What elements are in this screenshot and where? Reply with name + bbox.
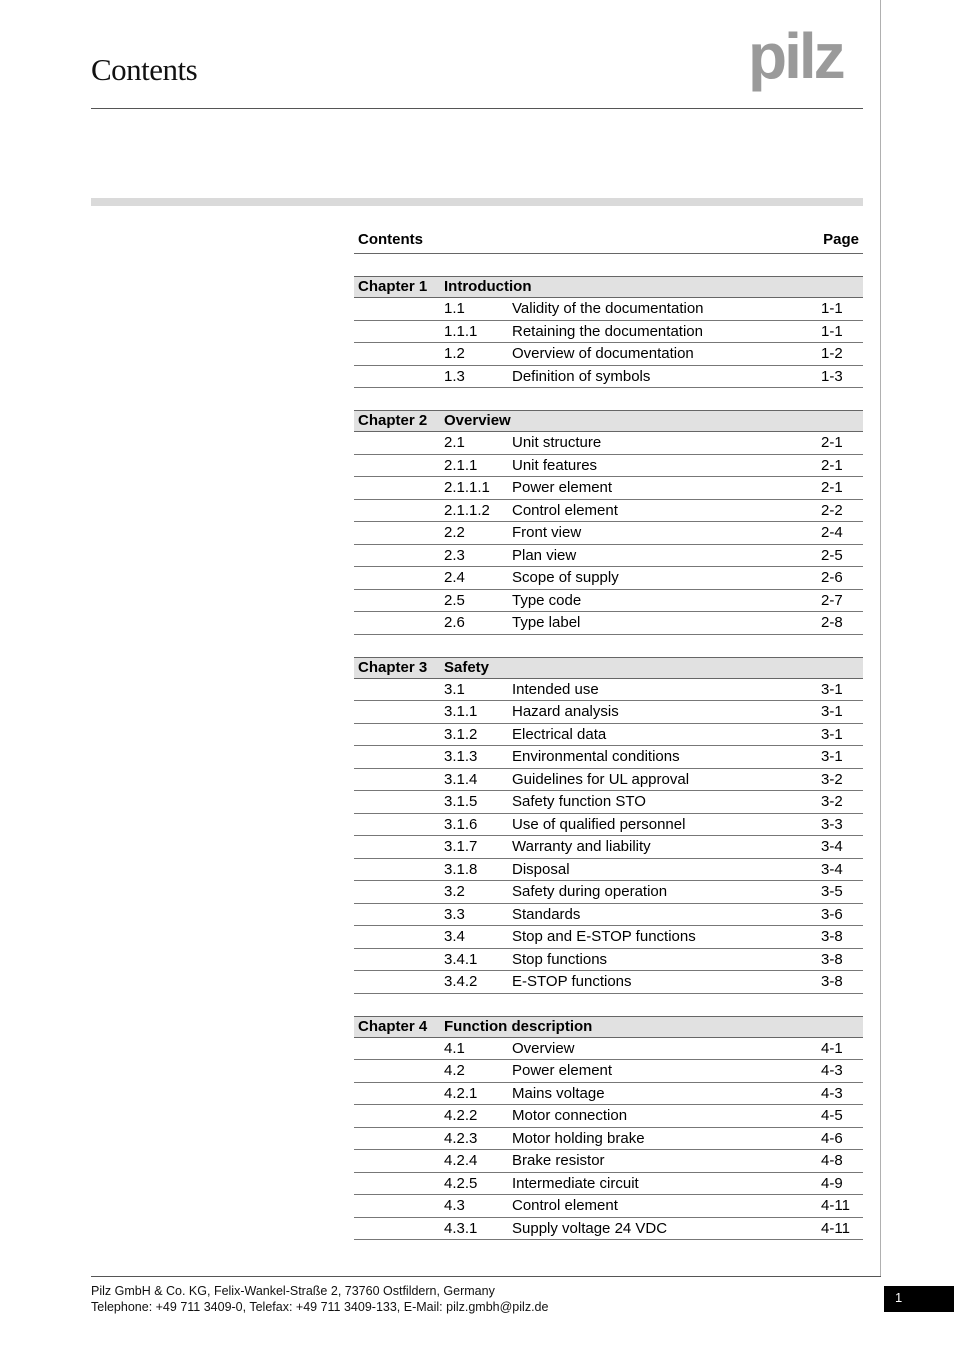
- entry-title: Intermediate circuit: [512, 1174, 639, 1192]
- entry-number: 3.4: [444, 928, 465, 945]
- entry-number: 3.1.7: [444, 838, 478, 855]
- toc-header: [354, 229, 863, 254]
- entry-number: 3.4.1: [444, 950, 478, 968]
- chapter-label: Chapter 1: [358, 278, 428, 295]
- entry-page: 3-2: [821, 793, 843, 810]
- entry-title: Standards: [512, 905, 581, 923]
- entry-title: Supply voltage 24 VDC: [512, 1219, 668, 1237]
- grey-band: [91, 198, 863, 206]
- entry-number: 3.2: [444, 883, 465, 900]
- entry-page: 4-9: [821, 1174, 843, 1192]
- entry-number: 2.1: [444, 434, 465, 451]
- entry-title: Scope of supply: [512, 569, 619, 586]
- entry-title: Type code: [512, 591, 582, 609]
- toc-chapter: [354, 410, 863, 635]
- footer-contact: Telephone: +49 711 3409-0, Telefax: +49 711 3409-133, E-Mail: pilz.gmbh@pilz.de: [91, 1300, 549, 1314]
- toc-chapter: [354, 1016, 863, 1241]
- toc-entry[interactable]: [354, 769, 863, 792]
- entry-number: 1.1: [444, 300, 465, 317]
- entry-title: Safety during operation: [512, 883, 668, 900]
- entry-page: 2-2: [821, 501, 843, 519]
- entry-page: 3-8: [821, 973, 843, 990]
- entry-title: Guidelines for UL approval: [512, 770, 690, 788]
- chapter-label: Chapter 3: [358, 658, 428, 676]
- entry-number: 3.4.2: [444, 973, 478, 990]
- entry-title: Validity of the documentation: [512, 300, 704, 317]
- entry-title: Control element: [512, 1197, 618, 1214]
- toc-entry[interactable]: [354, 477, 863, 500]
- entry-title: Stop and E-STOP functions: [512, 928, 696, 945]
- entry-number: 3.1.5: [444, 793, 478, 810]
- toc-entry[interactable]: [354, 500, 863, 523]
- entry-page: 1-2: [821, 345, 843, 362]
- toc-entry[interactable]: [354, 1218, 863, 1241]
- toc-entry[interactable]: [354, 455, 863, 478]
- entry-title: Warranty and liability: [512, 838, 651, 855]
- entry-title: Overview of documentation: [512, 345, 694, 362]
- entry-page: 3-1: [821, 748, 843, 765]
- entry-number: 3.1.2: [444, 725, 478, 743]
- svg-text:pilz: pilz: [748, 28, 843, 92]
- toc-chapter: [354, 657, 863, 994]
- entry-number: 2.1.1.2: [444, 501, 490, 519]
- chapter-title: Introduction: [444, 278, 532, 295]
- entry-title: Power element: [512, 479, 613, 496]
- toc-entry[interactable]: [354, 545, 863, 568]
- entry-page: 2-1: [821, 434, 843, 451]
- entry-page: 3-5: [821, 883, 843, 900]
- toc-entry[interactable]: [354, 1060, 863, 1083]
- entry-page: 2-8: [821, 614, 843, 631]
- entry-page: 2-5: [821, 546, 843, 564]
- toc-entry[interactable]: [354, 612, 863, 635]
- entry-title: Front view: [512, 524, 582, 541]
- toc-entry[interactable]: [354, 1150, 863, 1173]
- entry-page: 3-1: [821, 725, 843, 743]
- chapter-heading: [354, 276, 863, 298]
- toc-entry[interactable]: [354, 926, 863, 949]
- toc-header-page: Page: [823, 231, 859, 248]
- entry-title: Power element: [512, 1062, 613, 1079]
- entry-title: Brake resistor: [512, 1152, 605, 1169]
- entry-number: 1.3: [444, 367, 465, 385]
- entry-page: 4-11: [821, 1219, 850, 1237]
- entry-number: 2.3: [444, 546, 465, 564]
- entry-title: Electrical data: [512, 725, 607, 743]
- entry-page: 3-6: [821, 905, 843, 923]
- entry-title: Stop functions: [512, 950, 608, 968]
- toc-entry[interactable]: [354, 971, 863, 994]
- entry-title: Disposal: [512, 860, 570, 878]
- toc-entry[interactable]: [354, 814, 863, 837]
- toc-entry[interactable]: [354, 836, 863, 859]
- entry-page: 2-1: [821, 456, 843, 474]
- toc-entry[interactable]: [354, 904, 863, 927]
- toc-entry[interactable]: [354, 881, 863, 904]
- toc-entry[interactable]: [354, 298, 863, 321]
- entry-number: 4.3: [444, 1197, 465, 1214]
- toc-entry[interactable]: [354, 746, 863, 769]
- toc-entry[interactable]: [354, 1038, 863, 1061]
- entry-number: 3.1.8: [444, 860, 478, 878]
- chapter-heading: [354, 657, 863, 679]
- entry-page: 4-8: [821, 1152, 843, 1169]
- chapter-heading: [354, 1016, 863, 1038]
- entry-number: 4.2.4: [444, 1152, 478, 1169]
- table-of-contents: [354, 229, 863, 1240]
- entry-page: 4-3: [821, 1062, 843, 1079]
- entry-number: 3.1.1: [444, 703, 478, 720]
- page-number: 1: [884, 1286, 954, 1312]
- footer-address: Pilz GmbH & Co. KG, Felix-Wankel-Straße 2, 73760 Ostfildern, Germany: [91, 1284, 495, 1298]
- footer: [91, 1283, 548, 1315]
- entry-title: Safety function STO: [512, 793, 646, 810]
- entry-number: 1.1.1: [444, 322, 478, 340]
- title-rule: [91, 108, 863, 109]
- entry-page: 3-8: [821, 928, 843, 945]
- footer-rule: [91, 1276, 881, 1277]
- entry-title: Type label: [512, 614, 581, 631]
- toc-entry[interactable]: [354, 522, 863, 545]
- chapter-title: Overview: [444, 412, 511, 429]
- entry-page: 1-1: [821, 322, 843, 340]
- entry-page: 1-1: [821, 300, 843, 317]
- entry-number: 2.1.1.1: [444, 479, 490, 496]
- entry-page: 3-1: [821, 680, 843, 698]
- toc-chapters: [354, 276, 863, 1240]
- toc-entry[interactable]: [354, 701, 863, 724]
- entry-title: Environmental conditions: [512, 748, 680, 765]
- entry-title: Retaining the documentation: [512, 322, 703, 340]
- entry-number: 2.5: [444, 591, 465, 609]
- toc-entry[interactable]: [354, 1195, 863, 1218]
- entry-title: E-STOP functions: [512, 973, 632, 990]
- toc-entry[interactable]: [354, 791, 863, 814]
- entry-title: Motor holding brake: [512, 1129, 645, 1147]
- toc-chapter: [354, 276, 863, 388]
- entry-number: 2.4: [444, 569, 465, 586]
- entry-title: Unit structure: [512, 434, 602, 451]
- toc-entry[interactable]: [354, 590, 863, 613]
- entry-page: 3-1: [821, 703, 843, 720]
- entry-page: 3-8: [821, 950, 843, 968]
- chapter-heading: [354, 410, 863, 432]
- chapter-title: Safety: [444, 658, 490, 676]
- entry-page: 4-11: [821, 1197, 850, 1214]
- entry-page: 3-3: [821, 815, 843, 833]
- entry-number: 1.2: [444, 345, 465, 362]
- chapter-title: Function description: [444, 1017, 593, 1035]
- entry-title: Control element: [512, 501, 618, 519]
- toc-entry[interactable]: [354, 1173, 863, 1196]
- entry-title: Mains voltage: [512, 1084, 605, 1102]
- entry-number: 4.3.1: [444, 1219, 478, 1237]
- entry-page: 4-1: [821, 1039, 843, 1057]
- toc-entry[interactable]: [354, 724, 863, 747]
- toc-entry[interactable]: [354, 1105, 863, 1128]
- toc-entry[interactable]: [354, 343, 863, 366]
- page-edge-line: [880, 0, 881, 1277]
- chapter-label: Chapter 2: [358, 412, 428, 429]
- toc-entry[interactable]: [354, 567, 863, 590]
- entry-title: Motor connection: [512, 1107, 628, 1124]
- chapter-label: Chapter 4: [358, 1017, 428, 1035]
- toc-entry[interactable]: [354, 366, 863, 389]
- toc-entry[interactable]: [354, 679, 863, 702]
- entry-title: Hazard analysis: [512, 703, 619, 720]
- entry-title: Unit features: [512, 456, 598, 474]
- toc-header-contents: Contents: [358, 231, 423, 248]
- entry-page: 2-7: [821, 591, 843, 609]
- entry-number: 3.1.3: [444, 748, 478, 765]
- toc-entry[interactable]: [354, 859, 863, 882]
- entry-number: 4.2.2: [444, 1107, 478, 1124]
- entry-number: 2.6: [444, 614, 465, 631]
- entry-number: 4.2.5: [444, 1174, 478, 1192]
- entry-page: 4-3: [821, 1084, 843, 1102]
- entry-number: 3.3: [444, 905, 465, 923]
- entry-title: Overview: [512, 1039, 575, 1057]
- toc-entry[interactable]: [354, 432, 863, 455]
- entry-number: 3.1.4: [444, 770, 478, 788]
- entry-number: 3.1.6: [444, 815, 478, 833]
- entry-number: 2.1.1: [444, 456, 478, 474]
- entry-page: 3-4: [821, 860, 843, 878]
- entry-page: 2-6: [821, 569, 843, 586]
- entry-number: 4.2.3: [444, 1129, 478, 1147]
- toc-entry[interactable]: [354, 949, 863, 972]
- entry-number: 4.1: [444, 1039, 465, 1057]
- entry-page: 4-6: [821, 1129, 843, 1147]
- entry-number: 4.2: [444, 1062, 465, 1079]
- entry-title: Plan view: [512, 546, 577, 564]
- toc-entry[interactable]: [354, 321, 863, 344]
- pilz-logo: [748, 28, 866, 96]
- entry-page: 2-1: [821, 479, 843, 496]
- entry-page: 2-4: [821, 524, 843, 541]
- entry-page: 3-4: [821, 838, 843, 855]
- entry-page: 3-2: [821, 770, 843, 788]
- toc-entry[interactable]: [354, 1128, 863, 1151]
- page-title: Contents: [91, 52, 198, 87]
- entry-title: Intended use: [512, 680, 599, 698]
- entry-page: 4-5: [821, 1107, 843, 1124]
- entry-title: Definition of symbols: [512, 367, 651, 385]
- entry-number: 2.2: [444, 524, 465, 541]
- toc-entry[interactable]: [354, 1083, 863, 1106]
- entry-number: 3.1: [444, 680, 465, 698]
- entry-page: 1-3: [821, 367, 843, 385]
- entry-title: Use of qualified personnel: [512, 815, 686, 833]
- entry-number: 4.2.1: [444, 1084, 478, 1102]
